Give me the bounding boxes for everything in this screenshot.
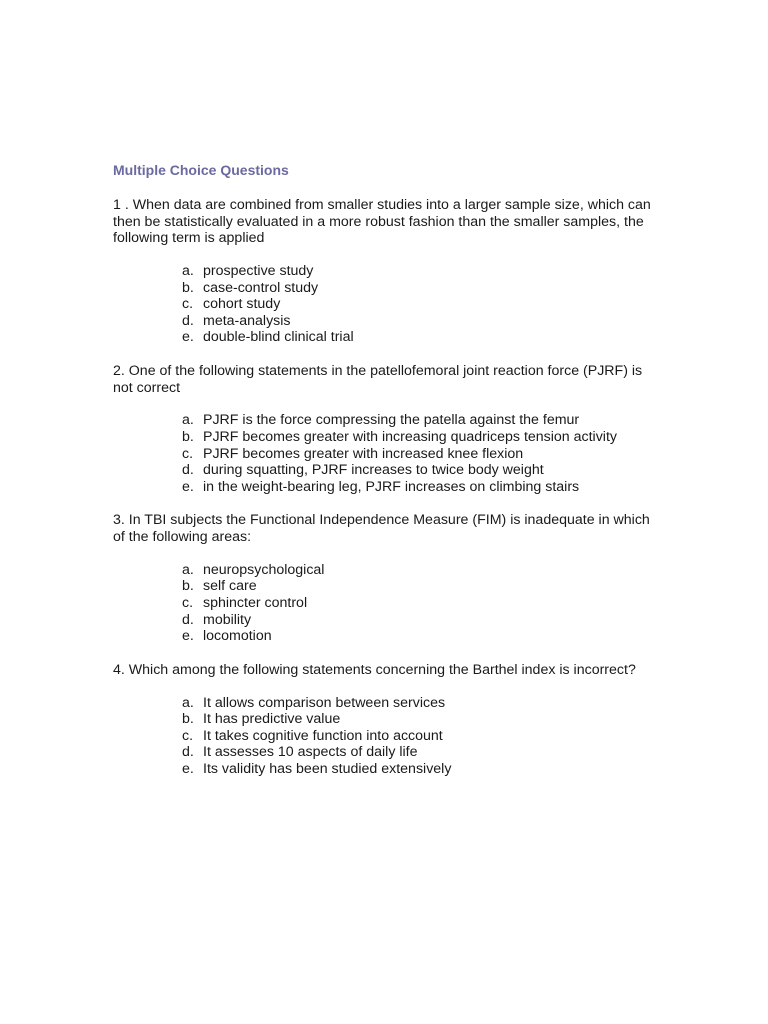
option-letter: a. <box>182 412 194 429</box>
option-letter: b. <box>182 711 194 728</box>
answer-option <box>182 578 653 595</box>
answer-option <box>182 429 653 446</box>
question-1 <box>113 197 653 346</box>
option-text: PJRF is the force compressing the patella against the femur <box>203 412 580 429</box>
answer-option <box>182 612 653 629</box>
option-letter: b. <box>182 578 194 595</box>
option-letter: a. <box>182 263 194 280</box>
answer-option <box>182 313 653 330</box>
question-list <box>113 197 653 778</box>
answer-option <box>182 728 653 745</box>
option-letter: d. <box>182 312 194 329</box>
option-letter: a. <box>182 694 194 711</box>
answer-option <box>182 446 653 463</box>
option-text: neuropsychological <box>203 561 325 578</box>
option-letter: d. <box>182 462 194 479</box>
answer-option <box>182 479 653 496</box>
answer-option <box>182 628 653 645</box>
option-text: in the weight-bearing leg, PJRF increases on climbing stairs <box>203 478 580 495</box>
option-text: mobility <box>203 611 252 628</box>
option-letter: b. <box>182 429 194 446</box>
answer-option <box>182 280 653 297</box>
option-text: prospective study <box>203 263 314 280</box>
option-text: It allows comparison between services <box>203 694 446 711</box>
answer-options <box>113 263 653 346</box>
answer-option <box>182 695 653 712</box>
option-letter: d. <box>182 744 194 761</box>
answer-options <box>113 695 653 778</box>
option-text: PJRF becomes greater with increasing quadriceps tension activity <box>203 429 617 446</box>
option-letter: d. <box>182 611 194 628</box>
option-text: during squatting, PJRF increases to twice body weight <box>203 462 544 479</box>
option-letter: e. <box>182 760 194 777</box>
option-text: Its validity has been studied extensively <box>203 760 452 777</box>
answer-option <box>182 562 653 579</box>
question-2 <box>113 363 653 495</box>
option-text: It assesses 10 aspects of daily life <box>203 744 418 761</box>
answer-option <box>182 462 653 479</box>
option-letter: e. <box>182 329 194 346</box>
option-letter: e. <box>182 628 194 645</box>
answer-option <box>182 412 653 429</box>
option-letter: c. <box>182 296 194 313</box>
answer-option <box>182 595 653 612</box>
option-text: sphincter control <box>203 595 308 612</box>
option-letter: a. <box>182 561 194 578</box>
option-letter: c. <box>182 445 194 462</box>
option-text: cohort study <box>203 296 281 313</box>
option-text: It has predictive value <box>203 711 341 728</box>
option-text: meta-analysis <box>203 312 291 329</box>
option-letter: c. <box>182 727 194 744</box>
answer-option <box>182 711 653 728</box>
question-3 <box>113 512 653 644</box>
option-letter: b. <box>182 279 194 296</box>
answer-options <box>113 562 653 645</box>
answer-option <box>182 761 653 778</box>
option-text: double-blind clinical trial <box>203 329 354 346</box>
answer-option <box>182 329 653 346</box>
question-text: 4. Which among the following statements concerning the Barthel index is incorrect? <box>113 661 636 678</box>
question-text: 3. In TBI subjects the Functional Independence Measure (FIM) is inadequate in which of the following areas: <box>113 512 650 546</box>
option-letter: c. <box>182 595 194 612</box>
answer-options <box>113 412 653 495</box>
document-page <box>113 160 653 795</box>
answer-option <box>182 296 653 313</box>
question-text: 1 . When data are combined from smaller studies into a larger sample size, which can then be statistically evaluated in a more robust fashion than the smaller samples, the following term is applied <box>113 197 651 247</box>
option-text: locomotion <box>203 628 272 645</box>
option-text: It takes cognitive function into account <box>203 727 443 744</box>
option-text: self care <box>203 578 257 595</box>
option-letter: e. <box>182 478 194 495</box>
answer-option <box>182 263 653 280</box>
option-text: case-control study <box>203 279 319 296</box>
question-text: 2. One of the following statements in the patellofemoral joint reaction force (PJRF) is not correct <box>113 363 643 396</box>
option-text: PJRF becomes greater with increased knee flexion <box>203 445 524 462</box>
question-4 <box>113 662 653 778</box>
section-heading: Multiple Choice Questions <box>113 162 289 178</box>
answer-option <box>182 744 653 761</box>
